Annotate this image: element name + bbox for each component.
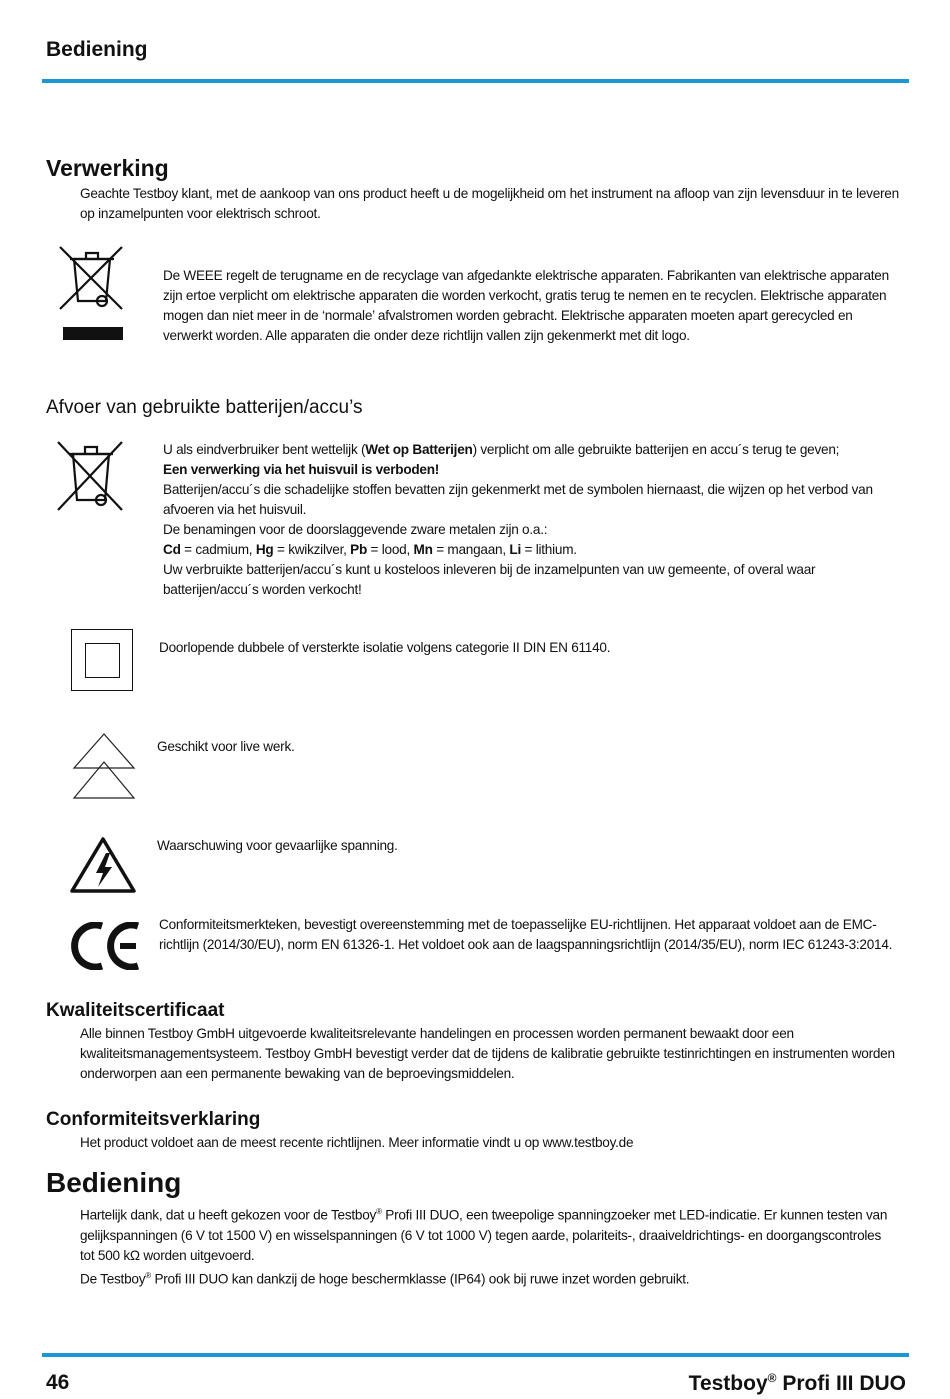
ce-mark-icon xyxy=(70,922,142,970)
metal-name: = cadmium, xyxy=(180,542,256,557)
batteries-heading: Afvoer van gebruikte batterijen/accu’s xyxy=(46,397,363,418)
metal-symbol: Mn xyxy=(413,542,433,557)
batteries-line-3: Batterijen/accu´s die schadelijke stoffen bevatten zijn gekenmerkt met de symbolen hiernaast, die wijzen op het verbod van afvoeren via het huisvuil. xyxy=(163,482,873,517)
metal-symbol: Cd xyxy=(163,542,181,557)
operation-heading: Bediening xyxy=(46,1167,182,1198)
conformity-text: Het product voldoet aan de meest recente richtlijnen. Meer informatie vindt u op www.testboy.de xyxy=(80,1135,634,1150)
quality-heading: Kwaliteitscertificaat xyxy=(46,1000,225,1021)
footer-product-name xyxy=(689,1371,906,1396)
weee-text-body: De WEEE regelt de terugname en de recyclage van afgedankte elektrische apparaten. Fabrikanten van elektrische apparaten zijn ertoe verplicht om elektrische apparaten die worden verkocht, gratis terug te nemen en te recyclen. Elektrische apparaten mogen dan niet meer in de ‘normale’ afvalstromen worden gebracht. Elektrische apparaten moeten apart gerecycled en verwerkt worden. Alle apparaten die onder deze richtlijn vallen zijn gekenmerkt met dit logo. xyxy=(163,268,889,343)
weee-bin-icon xyxy=(56,243,128,343)
metal-symbol: Li xyxy=(509,542,521,557)
page-header-title: Bediening xyxy=(46,38,148,61)
operation-text xyxy=(80,1202,895,1289)
weee-text xyxy=(163,266,903,346)
registered-mark: ® xyxy=(376,1207,382,1216)
double-insulation-icon xyxy=(71,629,133,691)
double-triangle-icon xyxy=(72,732,136,800)
registered-mark: ® xyxy=(145,1270,151,1280)
batteries-line-1 xyxy=(163,440,903,460)
operation-p1-b: Profi III DUO, een tweepolige spanningzoeker met LED-indicatie. Er kunnen testen van gelijkspanningen (6 V tot 1500 V) en wisselspanningen (6 V tot 1000 V) tegen aarde, polariteits-, draaiveldrichtings- en doorgangscontroles tot 500 kΩ worden uitgevoerd. xyxy=(80,1207,888,1263)
footer-rule xyxy=(42,1353,909,1357)
footer-registered-mark: ® xyxy=(767,1371,777,1385)
operation-p1-a: Hartelijk dank, dat u heeft gekozen voor de Testboy xyxy=(80,1207,377,1223)
metal-symbol: Hg xyxy=(255,542,274,557)
disposal-heading: Verwerking xyxy=(46,155,169,181)
footer-brand: Testboy xyxy=(688,1372,768,1395)
live-work-text: Geschikt voor live werk. xyxy=(157,739,295,754)
footer-product: Profi III DUO xyxy=(776,1372,906,1395)
double-insulation-text: Doorlopende dubbele of versterkte isolatie volgens categorie II DIN EN 61140. xyxy=(159,640,611,655)
batteries-line-1-pre: U als eindverbruiker bent wettelijk ( xyxy=(163,442,366,457)
battery-bin-icon xyxy=(54,438,126,514)
metal-name: = lithium. xyxy=(521,542,577,557)
metal-name: = kwikzilver, xyxy=(273,542,351,557)
ce-mark-text: Conformiteitsmerkteken, bevestigt overeenstemming met de toepasselijke EU-richtlijnen. Het apparaat voldoet aan de EMC-richtlijn (2014/30/EU), norm EN 61326-1. Het voldoet ook aan de laagspanningsrichtlijn (2014/35/EU), norm IEC 61243-3:2014. xyxy=(159,917,893,952)
batteries-line-4: De benamingen voor de doorslaggevende zware metalen zijn o.a.: xyxy=(163,522,548,537)
metal-name: = mangaan, xyxy=(432,542,510,557)
operation-paragraph-2 xyxy=(80,1266,895,1290)
operation-p2-a: De Testboy xyxy=(80,1271,146,1287)
metals-list xyxy=(163,540,903,560)
operation-p2-b: Profi III DUO kan dankzij de hoge beschermklasse (IP64) ook bij ruwe inzet worden gebruikt. xyxy=(150,1271,690,1287)
batteries-warning: Een verwerking via het huisvuil is verboden! xyxy=(163,462,440,477)
voltage-warning-text: Waarschuwing voor gevaarlijke spanning. xyxy=(157,838,398,853)
disposal-intro-text: Geachte Testboy klant, met de aankoop van ons product heeft u de mogelijkheid om het instrument na afloop van zijn levensduur in te leveren op inzamelpunten voor elektrisch schroot. xyxy=(80,186,899,221)
header-rule xyxy=(42,79,909,83)
high-voltage-icon xyxy=(70,837,136,893)
metal-name: = lood, xyxy=(367,542,414,557)
quality-text: Alle binnen Testboy GmbH uitgevoerde kwaliteitsrelevante handelingen en processen worden permanent bewaakt door een kwaliteitsmanagementsysteem. Testboy GmbH bevestigt verder dat de tijdens de kalibratie gebruikte testinrichtingen en instrumenten worden onderworpen aan een permanente bewaking van de beproevingsmiddelen. xyxy=(80,1026,895,1081)
disposal-intro xyxy=(80,184,900,224)
batteries-line-1-post: ) verplicht om alle gebruikte batterijen en accu´s terug te geven; xyxy=(472,442,840,457)
batteries-law-name: Wet op Batterijen xyxy=(365,442,473,457)
batteries-text xyxy=(163,440,903,600)
conformity-heading: Conformiteitsverklaring xyxy=(46,1109,261,1130)
batteries-line-6: Uw verbruikte batterijen/accu´s kunt u kosteloos inleveren bij de inzamelpunten van uw gemeente, of overal waar batterijen/accu´s worden verkocht! xyxy=(163,562,816,597)
page-number: 46 xyxy=(46,1371,70,1394)
metal-symbol: Pb xyxy=(350,542,368,557)
operation-paragraph-1 xyxy=(80,1202,895,1266)
